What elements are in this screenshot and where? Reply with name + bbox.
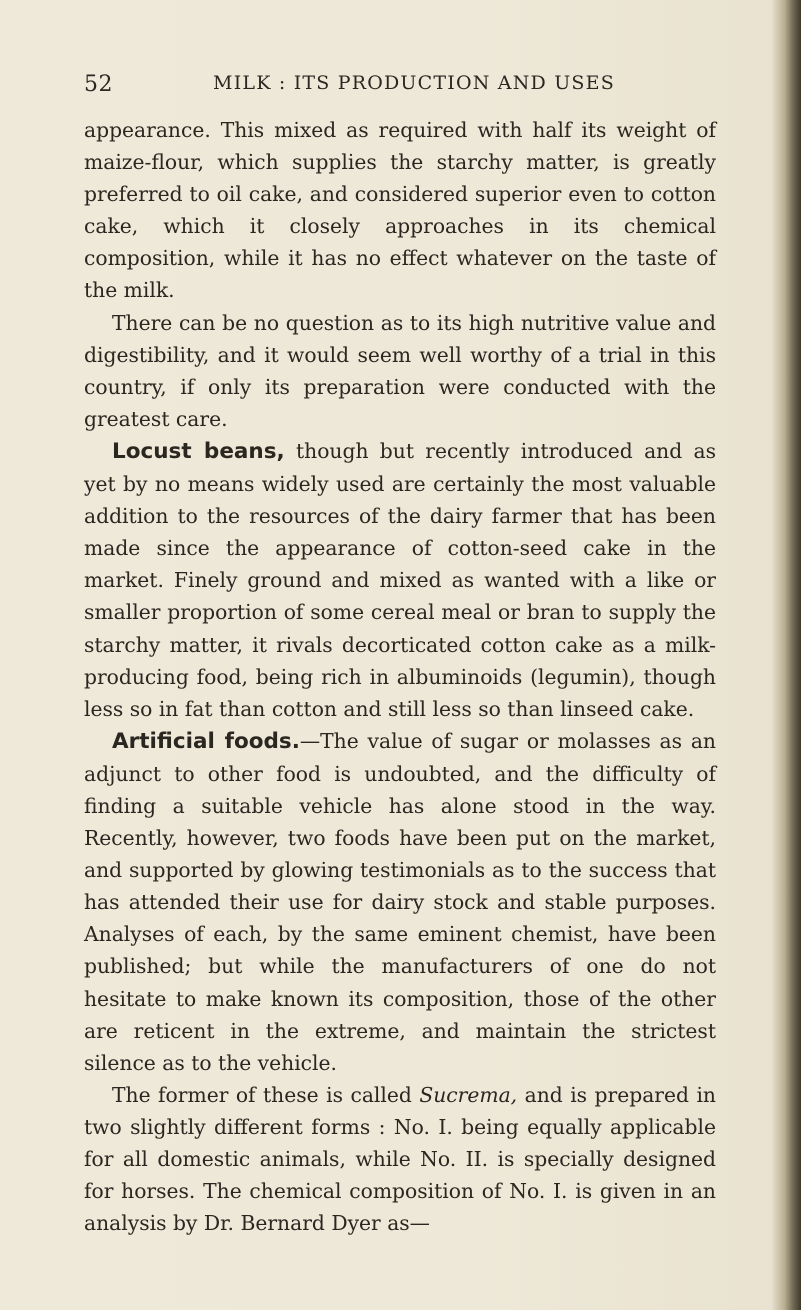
page-header	[84, 72, 716, 102]
paragraph-1	[84, 114, 716, 307]
paragraph-artificial-foods	[84, 725, 716, 1079]
paragraph-1-text: appearance. This mixed as required with half its weight of maize-flour, which supplies the starchy matter, is greatly preferred to oil cake, and considered superior even to cotton cake, which it closely approaches in its chemical composition, while it has no effect whatever on the taste of the milk.	[84, 118, 716, 303]
running-head: MILK : ITS PRODUCTION AND USES	[213, 72, 615, 94]
body-text	[84, 114, 716, 1239]
paragraph-2	[84, 307, 716, 435]
paragraph-2-text: There can be no question as to its high nutritive value and digestibility, and it would seem well worthy of a trial in this country, if only its preparation were conducted with the greatest care.	[84, 310, 716, 431]
page-number: 52	[84, 72, 113, 97]
paragraph-sucrema-text: and is prepared in two slightly different forms : No. I. being equally applicable for all domestic animals, while No. II. is specially designed for horses. The chemical composition of No. I. is given in an analysis by Dr. Bernard Dyer as—	[84, 1082, 716, 1236]
run-in-heading-artificial-foods: Artificial foods.	[112, 728, 300, 754]
paragraph-sucrema	[84, 1079, 716, 1239]
run-in-heading-locust-beans: Locust beans,	[112, 438, 285, 464]
paragraph-locust-beans	[84, 435, 716, 725]
paragraph-artificial-foods-text: —The value of sugar or molasses as an adjunct to other food is undoubted, and the difficulty of finding a suitable vehicle has alone stood in the way. Recently, however, two foods have been put on the market, and supported by glowing testimonials as to the success that has attended their use for dairy stock and stable purposes. Analyses of each, by the same eminent chemist, have been published; but while the manufacturers of one do not hesitate to make known its composition, those of the other are reticent in the extreme, and maintain the strictest silence as to the vehicle.	[84, 728, 716, 1075]
italic-term-sucrema: Sucrema,	[419, 1082, 518, 1107]
paragraph-locust-beans-text: though but recently introduced and as yet by no means widely used are certainly the most valuable addition to the resources of the dairy farmer that has been made since the appearance of cotton-seed cake in the market. Finely ground and mixed as wanted with a like or smaller proportion of some cereal meal or bran to supply the starchy matter, it rivals decorticated cotton cake as a milk-producing food, being rich in albuminoids (legumin), though less so in fat than cotton and still less so than linseed cake.	[84, 438, 716, 721]
paragraph-sucrema-lead: The former of these is called	[112, 1082, 420, 1107]
page-edge-shadow	[771, 0, 801, 1310]
